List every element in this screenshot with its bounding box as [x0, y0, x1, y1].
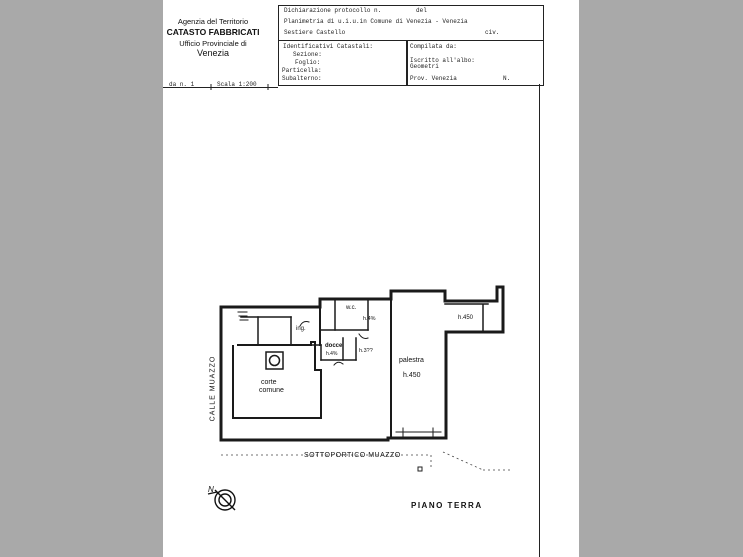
n-label: N.	[503, 75, 511, 82]
prov-label: Prov. Venezia	[410, 75, 457, 82]
wc-height-label: h.4%	[363, 316, 376, 322]
particella-label: Particella:	[282, 67, 322, 74]
wc-label: w.c.	[346, 305, 357, 311]
docce-label: docce	[325, 343, 343, 349]
calle-label: CALLE MUAZZO	[209, 355, 217, 422]
small-height-label: h.3??	[359, 348, 373, 354]
north-label: N	[208, 485, 214, 494]
sottoportico-label: SOTTOPORTICO MUAZZO	[304, 452, 401, 459]
del-label: del	[416, 7, 427, 14]
geometri-label: Geometri	[410, 63, 439, 70]
civ-label: civ.	[485, 29, 500, 36]
identificativi-label: Identificativi Catastali:	[283, 43, 374, 50]
palestra-label: palestra	[399, 357, 424, 364]
sestiere-label: Sestiere Castello	[284, 29, 346, 36]
right-height-label: h.450	[458, 315, 474, 321]
ing-label: ing.	[296, 326, 306, 332]
planimetria-label: Planimetria di u.i.u.in Comune di Venezia - Venezia	[284, 18, 468, 25]
protocol-label: Dichiarazione protocollo n.	[284, 7, 382, 14]
compilata-label: Compilata da:	[410, 43, 457, 50]
sheet-number: da n. 1	[169, 81, 195, 88]
agency-name: Agenzia del Territorio	[177, 17, 249, 26]
palestra-height-label: h.450	[403, 372, 421, 379]
document-sheet	[163, 0, 579, 557]
floor-plan	[163, 0, 579, 557]
docce-height-label: h.4%	[326, 351, 338, 357]
corte-label: corte	[261, 379, 277, 386]
scale-label: Scala 1:200	[217, 81, 257, 88]
agency-office: Ufficio Provinciale di	[179, 39, 247, 48]
agency-department: CATASTO FABBRICATI	[166, 27, 260, 37]
iscritto-label: Iscritto all'albo:	[410, 57, 475, 64]
agency-city: Venezia	[196, 48, 230, 58]
comune-label: comune	[259, 387, 284, 394]
piano-label: PIANO TERRA	[411, 501, 483, 510]
foglio-label: Foglio:	[295, 59, 321, 66]
sezione-label: Sezione:	[293, 51, 322, 58]
subalterno-label: Subalterno:	[282, 75, 322, 82]
